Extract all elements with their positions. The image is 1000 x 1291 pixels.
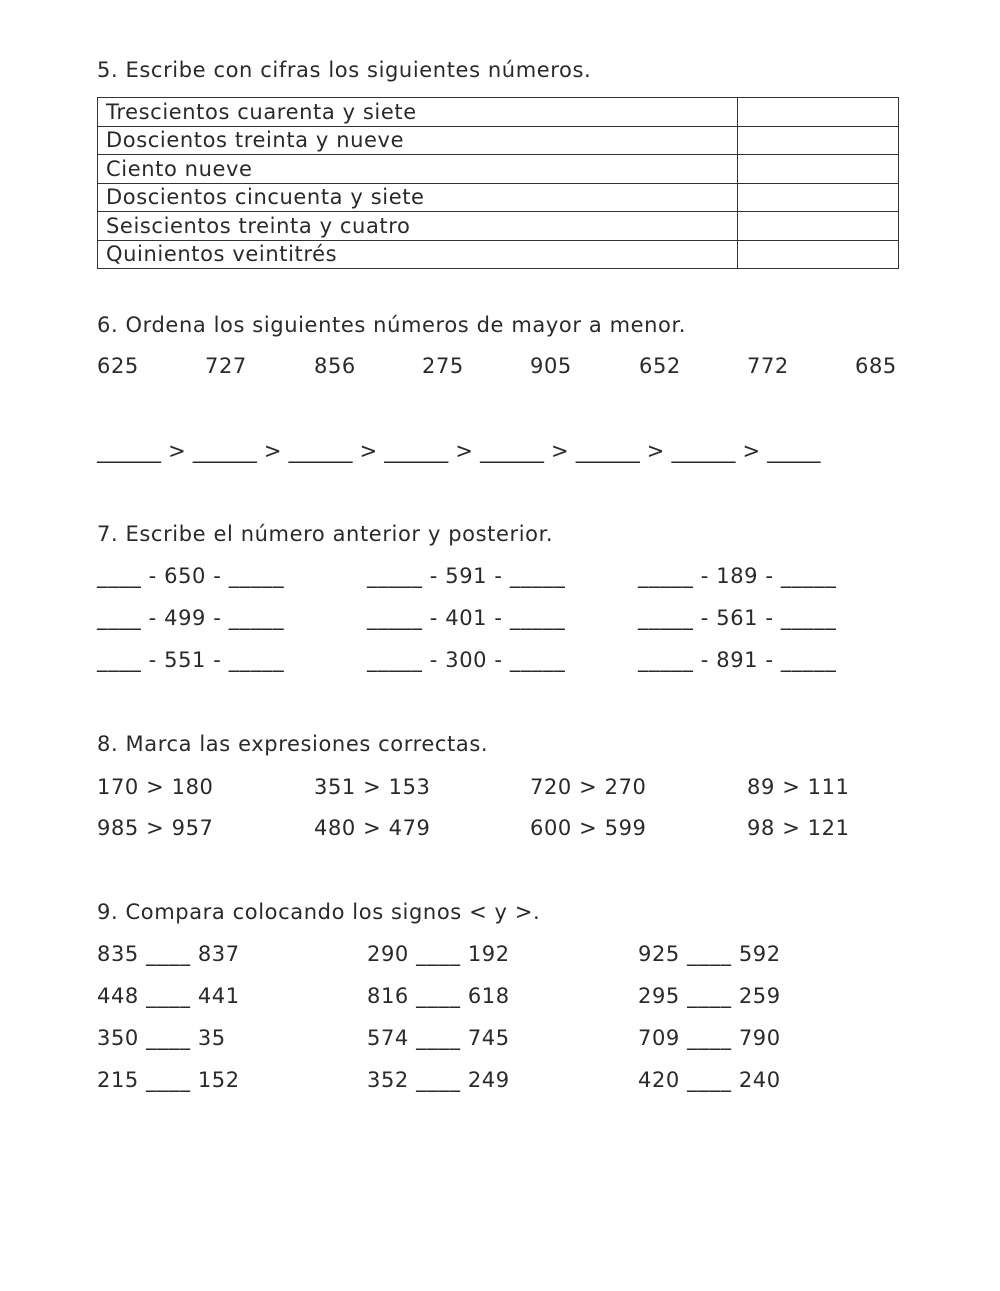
q8-expression[interactable]: 480 > 479 — [314, 816, 431, 840]
q6-number: 905 — [530, 354, 572, 378]
q9-comparison[interactable]: 290 ____ 192 — [367, 942, 510, 966]
answer-cell[interactable] — [738, 155, 899, 184]
q5-table — [97, 97, 899, 269]
q9-comparison[interactable]: 925 ____ 592 — [638, 942, 781, 966]
q6-number: 275 — [422, 354, 464, 378]
q8-expression[interactable]: 351 > 153 — [314, 775, 431, 799]
q6-number: 625 — [97, 354, 139, 378]
q6-number: 652 — [639, 354, 681, 378]
answer-cell[interactable] — [738, 126, 899, 155]
number-words-cell: Ciento nueve — [98, 155, 738, 184]
q7-item[interactable]: _____ - 561 - _____ — [638, 606, 837, 630]
q6-number: 727 — [205, 354, 247, 378]
q6-number: 772 — [747, 354, 789, 378]
q9-comparison[interactable]: 574 ____ 745 — [367, 1026, 510, 1050]
q9-comparison[interactable]: 448 ____ 441 — [97, 984, 240, 1008]
q7-item[interactable]: ____ - 650 - _____ — [97, 564, 285, 588]
q6-answer-line[interactable]: ______ > ______ > ______ > ______ > ______ > ______ > ______ > _____ — [97, 439, 821, 463]
answer-cell[interactable] — [738, 212, 899, 241]
q8-expression[interactable]: 98 > 121 — [747, 816, 850, 840]
q9-comparison[interactable]: 835 ____ 837 — [97, 942, 240, 966]
q7-item[interactable]: _____ - 300 - _____ — [367, 648, 566, 672]
table-row — [98, 183, 899, 212]
q9-comparison[interactable]: 352 ____ 249 — [367, 1068, 510, 1092]
table-row — [98, 126, 899, 155]
table-row — [98, 240, 899, 269]
table-row — [98, 212, 899, 241]
q7-item[interactable]: ____ - 499 - _____ — [97, 606, 285, 630]
table-row — [98, 98, 899, 127]
q9-comparison[interactable]: 350 ____ 35 — [97, 1026, 226, 1050]
q7-item[interactable]: _____ - 891 - _____ — [638, 648, 837, 672]
q9-comparison[interactable]: 816 ____ 618 — [367, 984, 510, 1008]
q8-title: 8. Marca las expresiones correctas. — [97, 732, 489, 756]
number-words-cell: Doscientos cincuenta y siete — [98, 183, 738, 212]
answer-cell[interactable] — [738, 183, 899, 212]
q9-comparison[interactable]: 295 ____ 259 — [638, 984, 781, 1008]
q7-item[interactable]: _____ - 189 - _____ — [638, 564, 837, 588]
q8-expression[interactable]: 985 > 957 — [97, 816, 214, 840]
number-words-cell: Trescientos cuarenta y siete — [98, 98, 738, 127]
q9-comparison[interactable]: 709 ____ 790 — [638, 1026, 781, 1050]
q8-expression[interactable]: 720 > 270 — [530, 775, 647, 799]
q7-item[interactable]: _____ - 401 - _____ — [367, 606, 566, 630]
number-words-cell: Doscientos treinta y nueve — [98, 126, 738, 155]
number-words-cell: Seiscientos treinta y cuatro — [98, 212, 738, 241]
q6-title: 6. Ordena los siguientes números de mayor a menor. — [97, 313, 687, 337]
q7-item[interactable]: ____ - 551 - _____ — [97, 648, 285, 672]
q8-expression[interactable]: 600 > 599 — [530, 816, 647, 840]
q9-comparison[interactable]: 420 ____ 240 — [638, 1068, 781, 1092]
q8-expression[interactable]: 89 > 111 — [747, 775, 850, 799]
q8-expression[interactable]: 170 > 180 — [97, 775, 214, 799]
q9-comparison[interactable]: 215 ____ 152 — [97, 1068, 240, 1092]
q7-title: 7. Escribe el número anterior y posterior. — [97, 522, 554, 546]
q6-number: 685 — [855, 354, 897, 378]
number-words-cell: Quinientos veintitrés — [98, 240, 738, 269]
table-row — [98, 155, 899, 184]
answer-cell[interactable] — [738, 98, 899, 127]
q6-number: 856 — [314, 354, 356, 378]
q7-item[interactable]: _____ - 591 - _____ — [367, 564, 566, 588]
q9-title: 9. Compara colocando los signos < y >. — [97, 900, 541, 924]
q5-title: 5. Escribe con cifras los siguientes números. — [97, 58, 592, 82]
answer-cell[interactable] — [738, 240, 899, 269]
